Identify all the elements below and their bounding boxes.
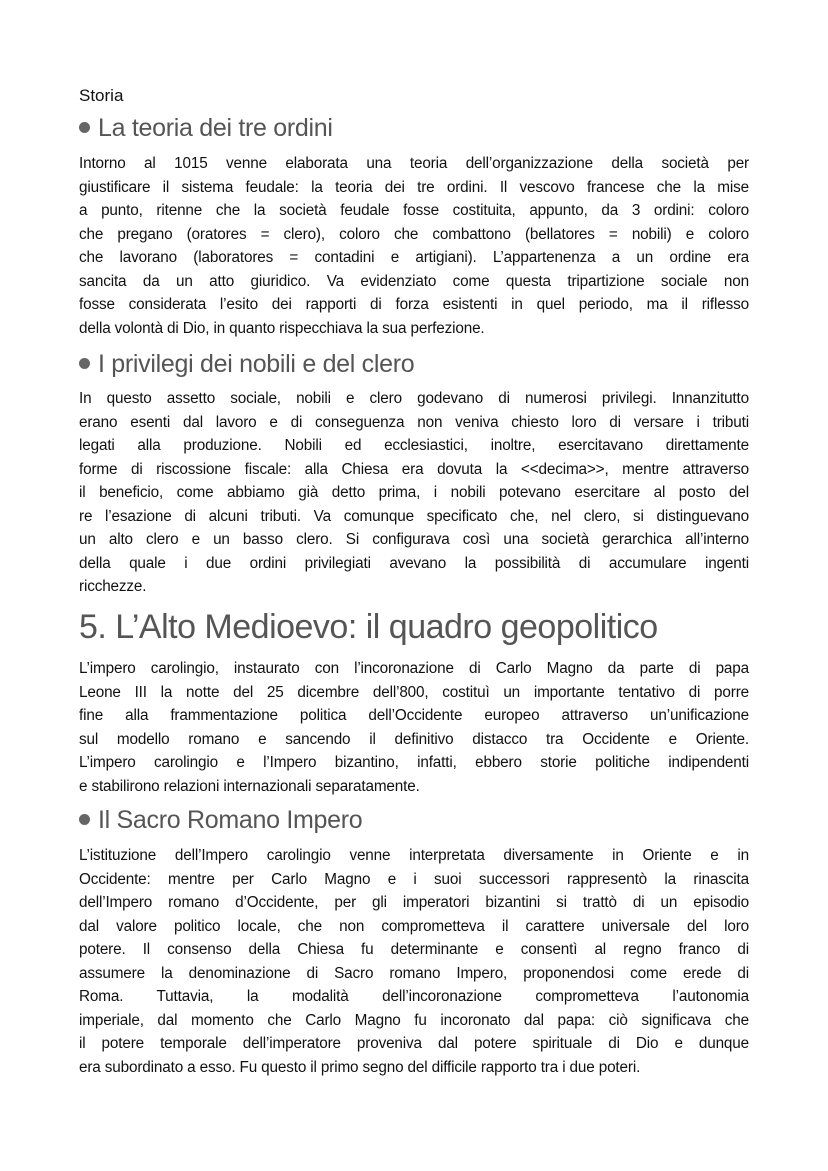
- text-line: della quale i due ordini privilegiati avevano la possibilità di accumulare ingenti: [79, 554, 749, 572]
- text-line: giustificare il sistema feudale: la teoria dei tre ordini. Il vescovo francese che la mise: [79, 178, 749, 196]
- text-line: che pregano (oratores = clero), coloro che combattono (bellatores = nobili) e coloro: [79, 225, 749, 243]
- text-line: e stabilirono relazioni internazionali separatamente.: [79, 777, 420, 795]
- heading-privilegi: [79, 350, 749, 379]
- text-line: dell’Impero romano d’Occidente, per gli imperatori bizantini si trattò di un episodio: [79, 894, 749, 911]
- text-line: dal valore politico locale, che non comprometteva il carattere universale del loro: [79, 917, 749, 935]
- text-line: che lavorano (laboratores = contadini e artigiani). L’appartenenza a un ordine era: [79, 249, 749, 266]
- text-line: Occidente: mentre per Carlo Magno e i suoi successori rappresentò la rinascita: [79, 870, 749, 888]
- text-line: fine alla frammentazione politica dell’Occidente europeo attraverso un’unificazione: [79, 707, 749, 724]
- text-line: forme di riscossione fiscale: alla Chiesa era dovuta la <<decima>>, mentre attraverso: [79, 460, 749, 478]
- text-line: sul modello romano e sancendo il definitivo distacco tra Occidente e Oriente.: [79, 730, 749, 748]
- text-line: ricchezze.: [79, 578, 147, 595]
- paragraph-teoria: [79, 152, 749, 340]
- text-line: imperiale, dal momento che Carlo Magno fu incoronato dal papa: ciò significava che: [79, 1011, 749, 1029]
- text-line: potere. Il consenso della Chiesa fu determinante e consentì al regno franco di: [79, 941, 749, 958]
- heading-text: La teoria dei tre ordini: [98, 114, 333, 142]
- text-line: L’istituzione dell’Impero carolingio venne interpretata diversamente in Oriente e in: [79, 847, 749, 864]
- text-line: re l’esazione di alcuni tributi. Va comunque specificato che, nel clero, si distinguevano: [79, 507, 749, 525]
- text-line: In questo assetto sociale, nobili e clero godevano di numerosi privilegi. Innanzitutto: [79, 390, 749, 407]
- text-line: a punto, ritenne che la società feudale fosse costituita, appunto, da 3 ordini: coloro: [79, 202, 749, 219]
- heading-text: Il Sacro Romano Impero: [98, 806, 363, 834]
- bullet-icon: [79, 814, 90, 825]
- text-line: il potere temporale dell’imperatore proveniva dal potere spirituale di Dio e dunque: [79, 1035, 749, 1052]
- text-line: della volontà di Dio, in quanto rispecchiava la sua perfezione.: [79, 319, 485, 337]
- text-line: sancita da un atto giuridico. Va evidenziato come questa tripartizione sociale non: [79, 272, 749, 290]
- text-line: era subordinato a esso. Fu questo il primo segno del difficile rapporto tra i due poteri.: [79, 1058, 641, 1076]
- text-line: legati alla produzione. Nobili ed ecclesiastici, inoltre, esercitavano direttamente: [79, 437, 749, 454]
- paragraph-sacro-romano-impero: [79, 844, 749, 1079]
- paragraph-privilegi: [79, 387, 749, 599]
- text-line: fosse considerata l’esito dei rapporti di forza esistenti in quel periodo, ma il riflesso: [79, 296, 749, 313]
- chapter-title: 5. L’Alto Medioevo: il quadro geopolitico: [79, 608, 658, 646]
- heading-text: I privilegi dei nobili e del clero: [98, 350, 415, 378]
- text-line: L’impero carolingio, instaurato con l’incoronazione di Carlo Magno da parte di papa: [79, 660, 749, 677]
- bullet-icon: [79, 122, 90, 133]
- text-line: Leone III la notte del 25 dicembre dell’800, costituì un importante tentativo di porre: [79, 683, 749, 701]
- text-line: Roma. Tuttavia, la modalità dell’incoronazione comprometteva l’autonomia: [79, 988, 749, 1005]
- text-line: L’impero carolingio e l’Impero bizantino, infatti, ebbero storie politiche indipendenti: [79, 754, 749, 771]
- heading-sacro-romano-impero: [79, 806, 749, 835]
- paragraph-alto-medioevo: [79, 657, 749, 798]
- bullet-icon: [79, 358, 90, 369]
- text-line: il beneficio, come abbiamo già detto prima, i nobili potevano esercitare al posto del: [79, 484, 749, 501]
- text-line: un alto clero e un basso clero. Si configurava così una società gerarchica all’interno: [79, 531, 749, 548]
- text-line: erano esenti dal lavoro e di conseguenza non veniva chiesto loro di versare i tributi: [79, 413, 749, 431]
- heading-teoria-tre-ordini: [79, 114, 749, 143]
- subject-label: Storia: [79, 86, 124, 105]
- text-line: Intorno al 1015 venne elaborata una teoria dell’organizzazione della società per: [79, 155, 749, 172]
- text-line: assumere la denominazione di Sacro romano Impero, proponendosi come erede di: [79, 964, 749, 982]
